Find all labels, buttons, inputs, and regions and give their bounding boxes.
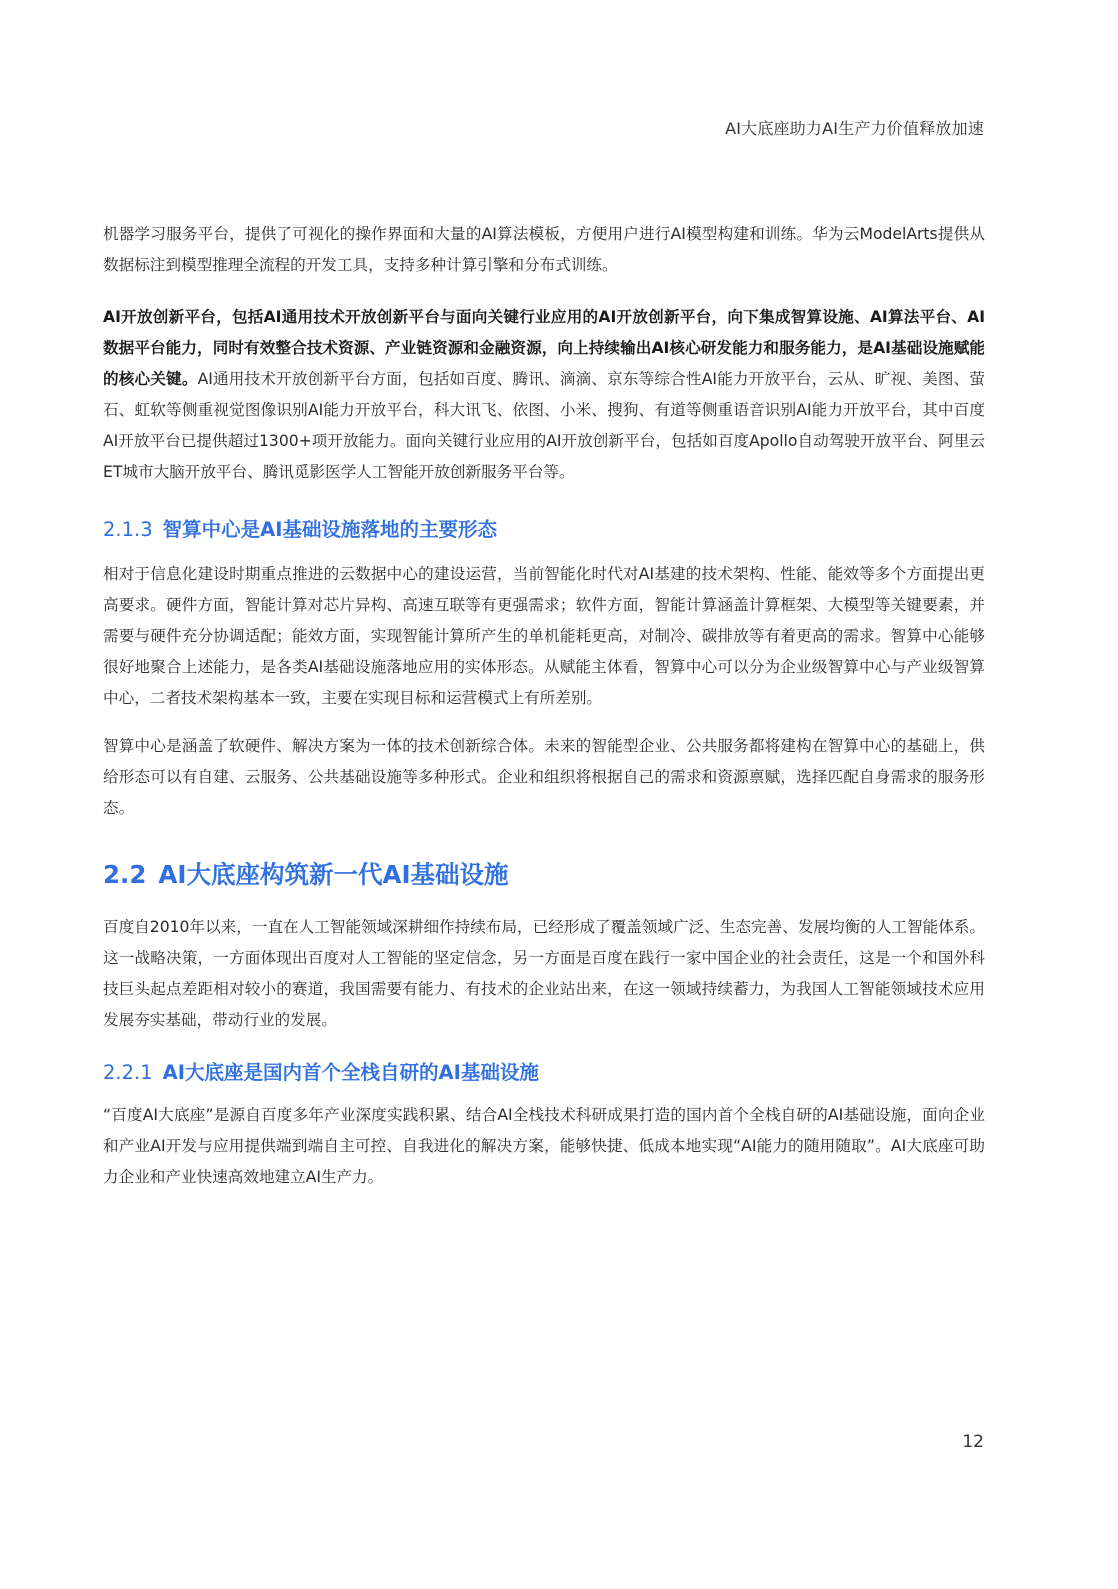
body-paragraph-open-platform [103,302,985,488]
page-body [103,219,985,1193]
body-paragraph-baidu-ai-history: 百度自2010年以来，一直在人工智能领域深耕细作持续布局，已经形成了覆盖领域广泛、生态完善、发展均衡的人工智能体系。这一战略决策，一方面体现出百度对人工智能的坚定信念，另一方面是百度在践行一家中国企业的社会责任，这是一个和国外科技巨头起点差距相对较小的赛道，我国需要有能力、有技术的企业站出来，在这一领域持续蓄力，为我国人工智能领域技术应用发展夯实基础，带动行业的发展。 [103,918,985,1029]
section-number-2-1-3: 2.1.3 [103,518,153,541]
body-paragraph-ml-platform: 机器学习服务平台，提供了可视化的操作界面和大量的AI算法模板，方便用户进行AI模型构建和训练。华为云ModelArts提供从数据标注到模型推理全流程的开发工具，支持多种计算引擎和分布式训练。 [103,225,985,274]
body-paragraph-computing-center-service: 智算中心是涵盖了软硬件、解决方案为一体的技术创新综合体。未来的智能型企业、公共服务都将建构在智算中心的基础上，供给形态可以有自建、云服务、公共基础设施等多种形式。企业和组织将根据自己的需求和资源禀赋，选择匹配自身需求的服务形态。 [103,737,985,817]
section-number-2-2-1: 2.2.1 [103,1061,153,1084]
section-title-2-2: AI大底座构筑新一代AI基础设施 [158,860,509,889]
section-heading-2-1-3 [103,515,985,545]
open-platform-detail-text: AI通用技术开放创新平台方面，包括如百度、腾讯、滴滴、京东等综合性AI能力开放平台，云从、旷视、美图、萤石、虹软等侧重视觉图像识别AI能力开放平台，科大讯飞、依图、小米、搜狗、有道等侧重语音识别AI能力开放平台，其中百度AI开放平台已提供超过1300+项开放能力。面向关键行业应用的AI开放创新平台，包括如百度Apollo自动驾驶开放平台、阿里云ET城市大脑开放平台、腾讯觅影医学人工智能开放创新服务平台等。 [103,370,985,481]
page-number: 12 [962,1432,984,1452]
section-heading-2-2 [103,856,985,894]
body-paragraph-ai-base: “百度AI大底座”是源自百度多年产业深度实践积累、结合AI全栈技术科研成果打造的国内首个全栈自研的AI基础设施，面向企业和产业AI开发与应用提供端到端自主可控、自我进化的解决方案，能够快捷、低成本地实现“AI能力的随用随取”。AI大底座可助力企业和产业快速高效地建立AI生产力。 [103,1106,985,1186]
section-number-2-2: 2.2 [103,860,147,889]
section-title-2-1-3: 智算中心是AI基础设施落地的主要形态 [162,518,497,541]
running-header-title: AI大底座助力AI生产力价值释放加速 [725,119,984,138]
section-heading-2-2-1 [103,1058,985,1088]
section-title-2-2-1: AI大底座是国内首个全栈自研的AI基础设施 [162,1061,539,1084]
body-paragraph-computing-center: 相对于信息化建设时期重点推进的云数据中心的建设运营，当前智能化时代对AI基建的技术架构、性能、能效等多个方面提出更高要求。硬件方面，智能计算对芯片异构、高速互联等有更强需求；软件方面，智能计算涵盖计算框架、大模型等关键要素，并需要与硬件充分协调适配；能效方面，实现智能计算所产生的单机能耗更高，对制冷、碳排放等有着更高的需求。智算中心能够很好地聚合上述能力，是各类AI基础设施落地应用的实体形态。从赋能主体看，智算中心可以分为企业级智算中心与产业级智算中心，二者技术架构基本一致，主要在实现目标和运营模式上有所差别。 [103,565,985,707]
open-platform-lead-text: AI开放创新平台，包括AI通用技术开放创新平台与面向关键行业应用的AI开放创新平台，向下集成智算设施、AI算法平台、AI数据平台能力，同时有效整合技术资源、产业链资源和金融资源，向上持续输出AI核心研发能力和服务能力，是AI基础设施赋能的核心关键。 [103,308,985,388]
